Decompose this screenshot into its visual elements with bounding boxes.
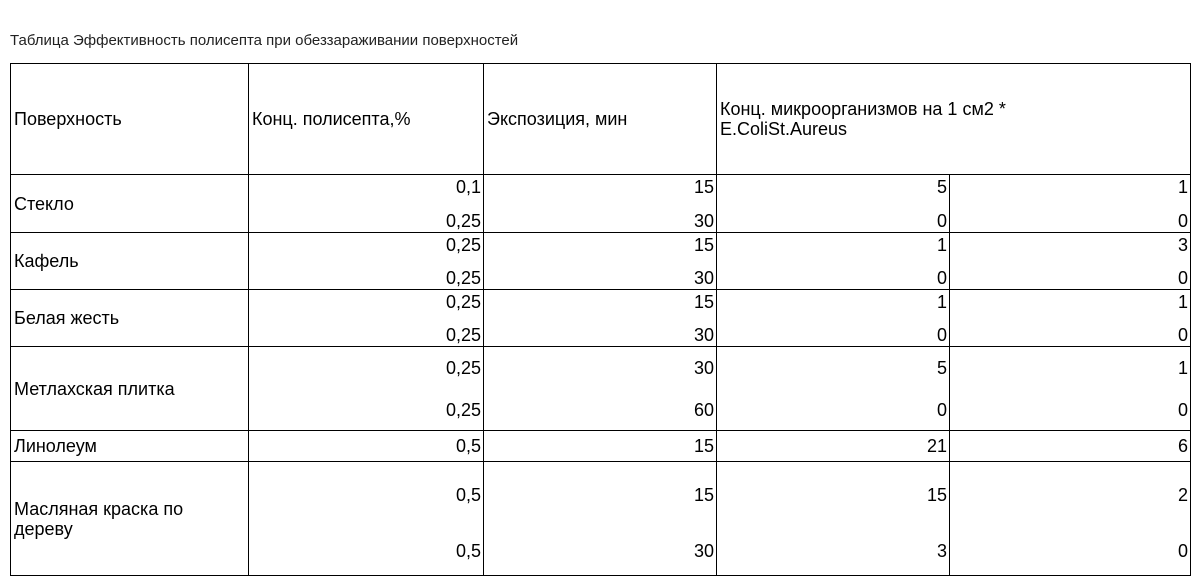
value: 0,25 [445, 324, 481, 345]
surface-cell: Белая жесть [11, 290, 249, 347]
exposure-cell [484, 462, 717, 576]
header-microorganisms-line2: E.ColiSt.Aureus [720, 119, 848, 139]
value: 0,25 [445, 291, 481, 312]
value: 5 [936, 357, 947, 378]
ecoli-cell: 21 [717, 431, 950, 462]
surface-cell: Линолеум [11, 431, 249, 462]
surface-cell: Стекло [11, 175, 249, 233]
value: 2 [1177, 484, 1188, 505]
value: 15 [693, 176, 714, 197]
value: 0,1 [455, 176, 481, 197]
ecoli-cell [717, 462, 950, 576]
value: 0 [1177, 540, 1188, 561]
ecoli-cell [717, 233, 950, 290]
surface-cell: Кафель [11, 233, 249, 290]
table-row [11, 290, 1191, 347]
value: 30 [693, 210, 714, 231]
value: 0 [1177, 399, 1188, 420]
value: 15 [693, 484, 714, 505]
surface-cell: Метлахская плитка [11, 347, 249, 431]
value: 15 [693, 291, 714, 312]
value: 1 [936, 234, 947, 255]
efficiency-table [10, 63, 1191, 576]
value: 1 [1177, 176, 1188, 197]
header-exposure: Экспозиция, мин [484, 64, 717, 175]
value: 0,5 [455, 540, 481, 561]
value: 0 [1177, 210, 1188, 231]
exposure-cell: 15 [484, 431, 717, 462]
value: 30 [693, 267, 714, 288]
value: 0,25 [445, 399, 481, 420]
value: 0 [936, 210, 947, 231]
surface-cell: Масляная краска по дереву [11, 462, 249, 576]
aureus-cell: 6 [950, 431, 1191, 462]
value: 0,5 [455, 484, 481, 505]
value: 15 [926, 484, 947, 505]
table-caption: Таблица Эффективность полисепта при обеззараживании поверхностей [10, 32, 519, 49]
table-row [11, 431, 1191, 462]
table-row [11, 462, 1191, 576]
aureus-cell [950, 233, 1191, 290]
value: 0,25 [445, 234, 481, 255]
conc-cell [249, 462, 484, 576]
value: 0,25 [445, 267, 481, 288]
aureus-cell [950, 462, 1191, 576]
aureus-cell [950, 175, 1191, 233]
conc-cell [249, 290, 484, 347]
value: 1 [1177, 291, 1188, 312]
ecoli-cell [717, 175, 950, 233]
header-microorganisms [717, 64, 1191, 175]
value: 0 [936, 324, 947, 345]
value: 3 [1177, 234, 1188, 255]
value: 0 [936, 267, 947, 288]
ecoli-cell [717, 347, 950, 431]
conc-cell [249, 347, 484, 431]
conc-cell [249, 233, 484, 290]
value: 15 [693, 234, 714, 255]
value: 0,25 [445, 210, 481, 231]
value: 0 [1177, 324, 1188, 345]
aureus-cell [950, 347, 1191, 431]
header-microorganisms-line1: Конц. микроорганизмов на 1 см2 * [720, 99, 1006, 119]
value: 1 [936, 291, 947, 312]
value: 30 [693, 324, 714, 345]
value: 60 [693, 399, 714, 420]
value: 1 [1177, 357, 1188, 378]
value: 3 [936, 540, 947, 561]
value: 0,25 [445, 357, 481, 378]
exposure-cell [484, 233, 717, 290]
value: 5 [936, 176, 947, 197]
exposure-cell [484, 175, 717, 233]
ecoli-cell [717, 290, 950, 347]
table-row [11, 347, 1191, 431]
table-row [11, 175, 1191, 233]
header-concentration: Конц. полисепта,% [249, 64, 484, 175]
value: 30 [693, 357, 714, 378]
aureus-cell [950, 290, 1191, 347]
value: 30 [693, 540, 714, 561]
value: 0 [936, 399, 947, 420]
exposure-cell [484, 290, 717, 347]
conc-cell: 0,5 [249, 431, 484, 462]
exposure-cell [484, 347, 717, 431]
header-surface: Поверхность [11, 64, 249, 175]
table-row [11, 233, 1191, 290]
header-row [11, 64, 1191, 175]
conc-cell [249, 175, 484, 233]
value: 0 [1177, 267, 1188, 288]
